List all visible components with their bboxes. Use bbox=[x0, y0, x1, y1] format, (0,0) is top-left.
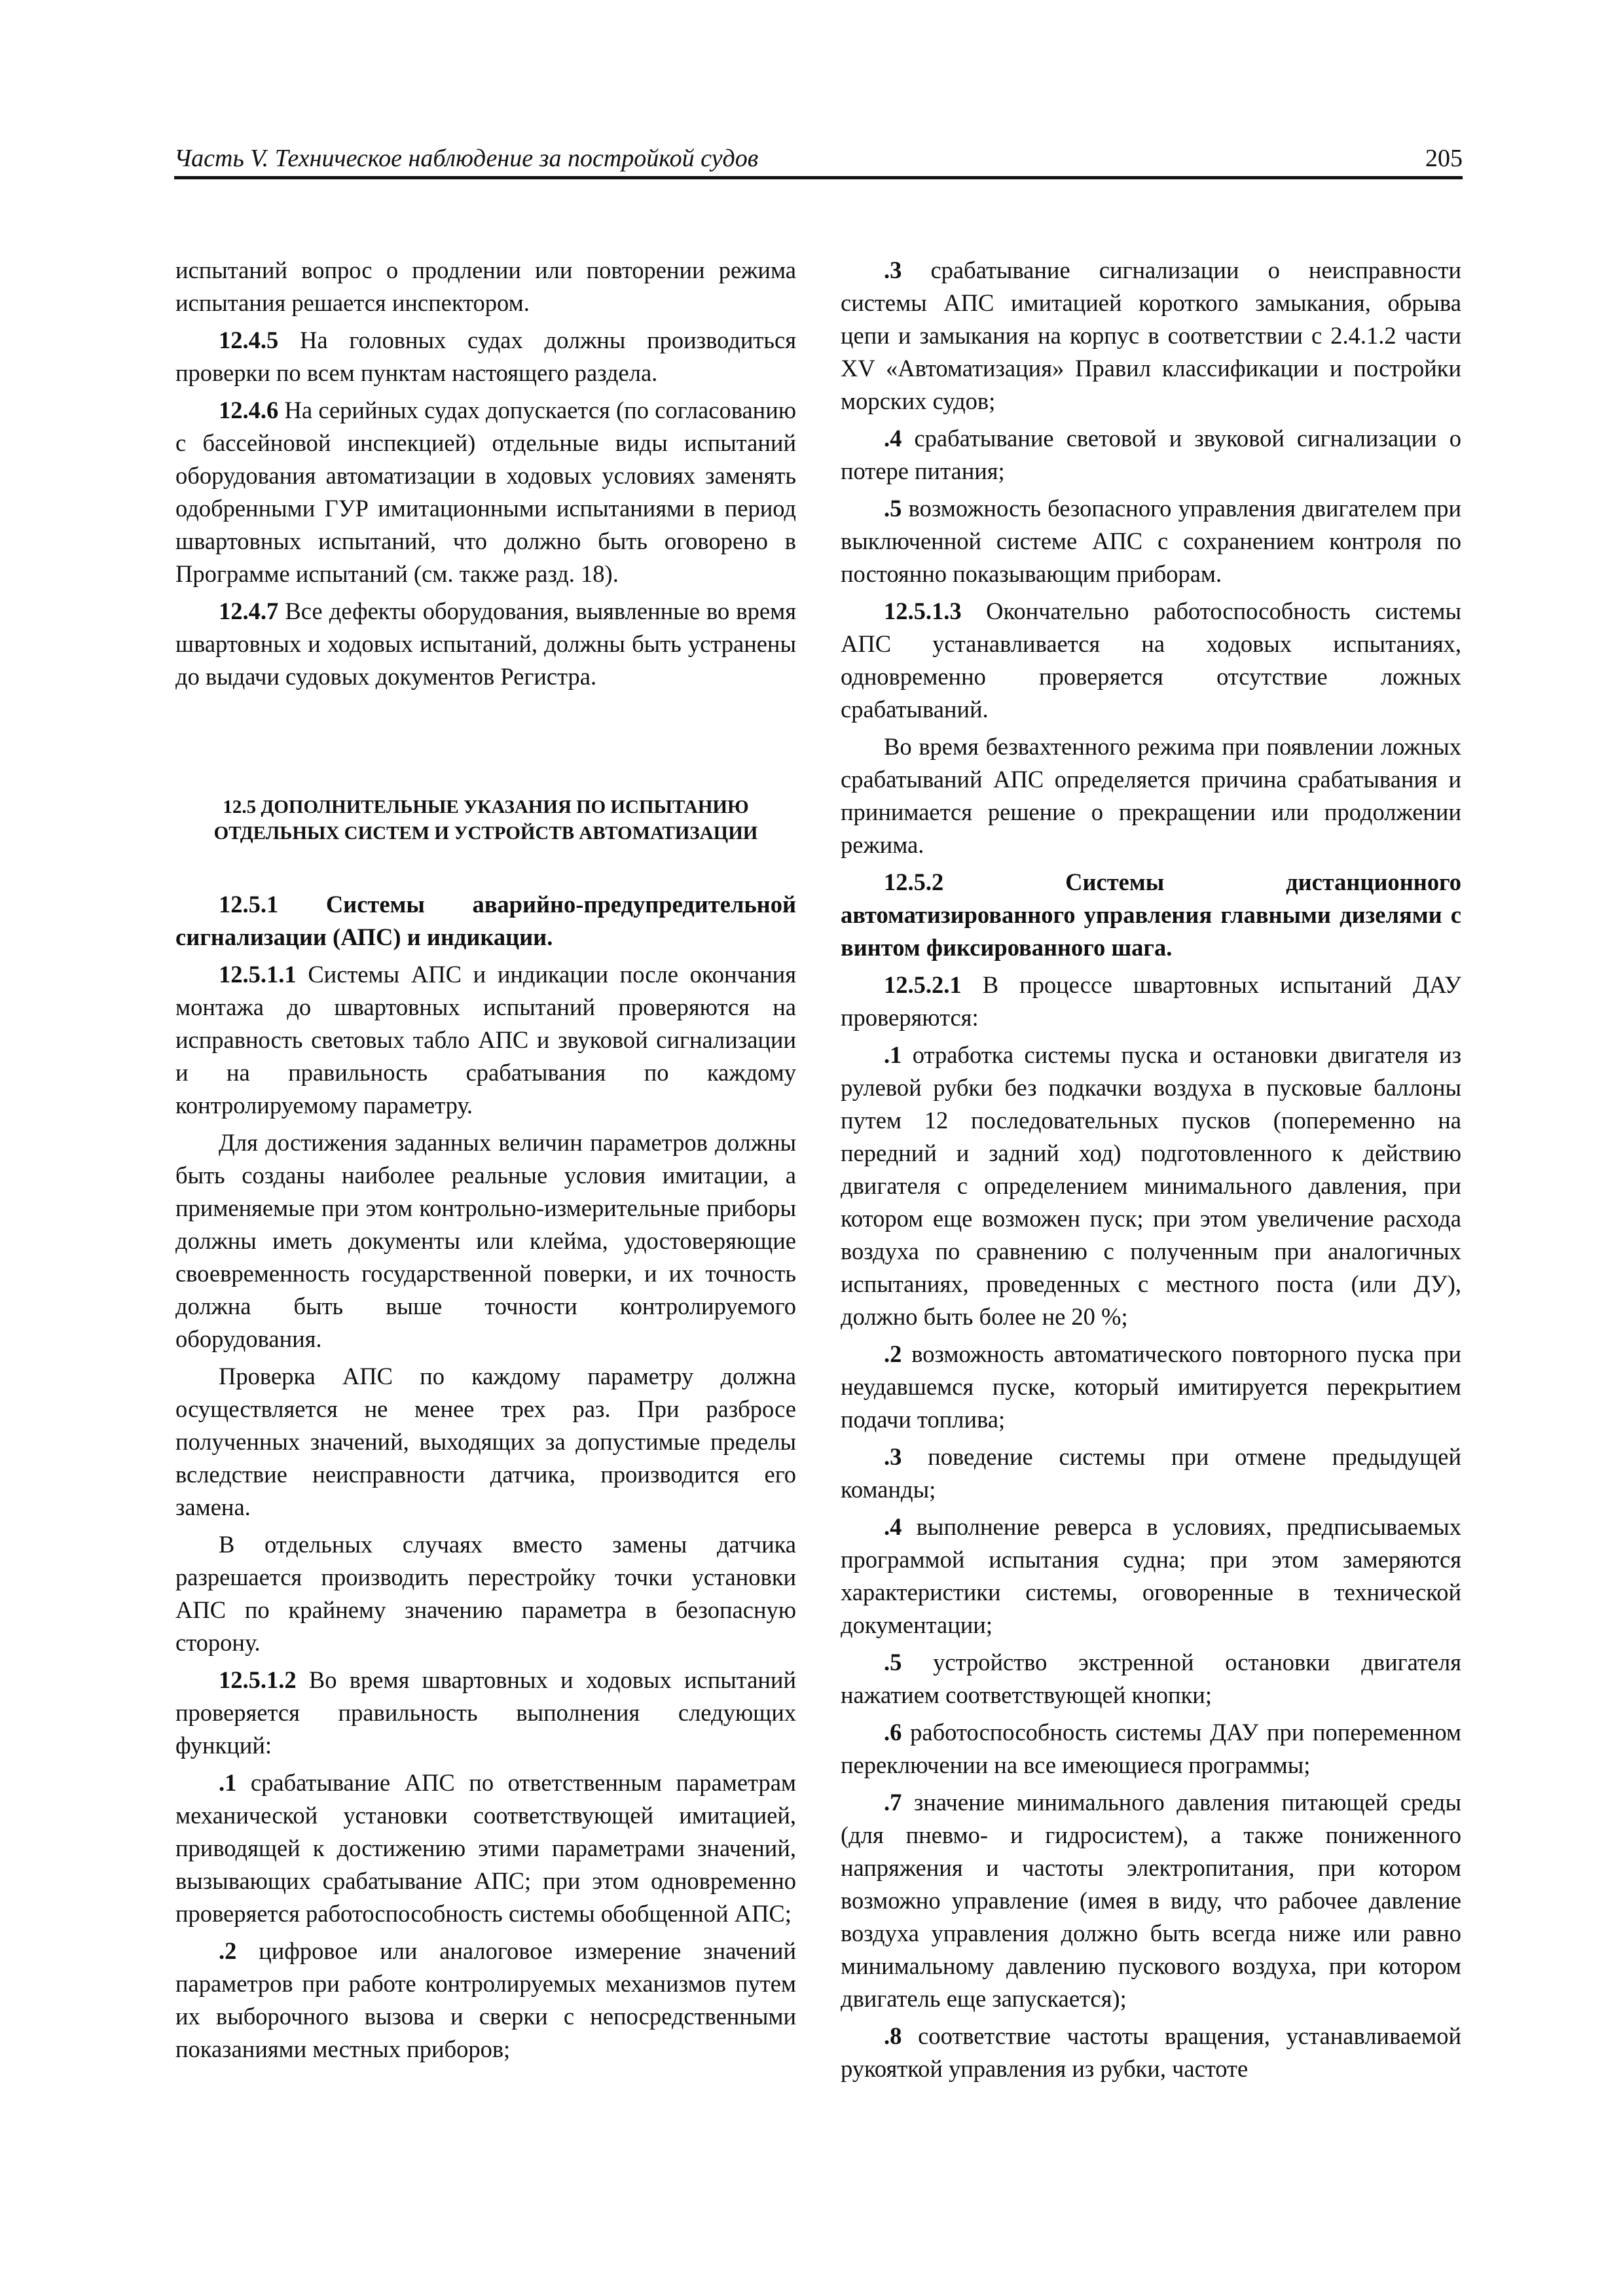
list-item-2 bbox=[175, 1935, 796, 2066]
clause-number: 12.5.2.1 bbox=[884, 971, 962, 998]
item-number: .7 bbox=[884, 1789, 902, 1816]
list-item-3 bbox=[841, 1441, 1461, 1506]
paragraph-12-4-6 bbox=[175, 394, 796, 590]
section-heading-line: ОТДЕЛЬНЫХ СИСТЕМ И УСТРОЙСТВ АВТОМАТИЗАЦИИ bbox=[213, 823, 758, 844]
paragraph-12-5-1-1 bbox=[175, 958, 796, 1122]
clause-number: 12.5.1.2 bbox=[219, 1666, 297, 1693]
list-item-3 bbox=[841, 254, 1461, 418]
item-text: поведение системы при отмене предыдущей команды; bbox=[841, 1443, 1461, 1503]
item-text: срабатывание световой и звуковой сигнализации о потере питания; bbox=[841, 425, 1461, 484]
item-text: срабатывание АПС по ответственным параметрам механической установки соответствующей имитацией, приводящей к достижению этими параметрами значений, вызывающих срабатывание АПС; при этом одновременно проверяется работоспособность системы обобщенной АПС; bbox=[175, 1769, 796, 1927]
list-item-5 bbox=[841, 1646, 1461, 1712]
item-number: .1 bbox=[884, 1041, 902, 1068]
list-item-5 bbox=[841, 492, 1461, 590]
item-text: соответствие частоты вращения, устанавливаемой рукояткой управления из рубки, частоте bbox=[841, 2022, 1461, 2082]
item-number: .6 bbox=[884, 1719, 902, 1746]
clause-text: На серийных судах допускается (по согласованию с бассейновой инспекцией) отдельные виды испытаний оборудования автоматизации в ходовых условиях заменять одобренными ГУР имитационными испытаниями в период швартовных испытаний, что должно быть оговорено в Программе испытаний (см. также разд. 18). bbox=[175, 397, 796, 587]
subsection-heading-12-5-2: 12.5.2 Системы дистанционного автоматизированного управления главными дизелями с винтом фиксированного шага. bbox=[841, 869, 1461, 961]
paragraph: испытаний вопрос о продлении или повторении режима испытания решается инспектором. bbox=[175, 257, 796, 316]
list-item-4 bbox=[841, 422, 1461, 488]
clause-text: Окончательно работоспособность системы АПС устанавливается на ходовых испытаниях, одновременно проверяется отсутствие ложных срабатываний. bbox=[841, 598, 1461, 723]
item-text: значение минимального давления питающей среды (для пневмо- и гидросистем), а также пониженного напряжения и частоты электропитания, при котором возможно управление (имея в виду, что рабочее давление воздуха управления должно быть всегда ниже или равно минимальному давлению пускового воздуха, при котором двигатель еще запускается); bbox=[841, 1789, 1461, 2012]
clause-number: 12.5.1.3 bbox=[884, 598, 962, 624]
item-number: .2 bbox=[219, 1937, 237, 1964]
list-item-8 bbox=[841, 2020, 1461, 2085]
section-heading-12-5 bbox=[175, 794, 796, 846]
item-text: цифровое или аналоговое измерение значений параметров при работе контролируемых механизмов путем их выборочного вызова и сверки с непосредственными показаниями местных приборов; bbox=[175, 1937, 796, 2062]
clause-text: В процессе швартовных испытаний ДАУ проверяются: bbox=[841, 971, 1461, 1031]
item-text: отработка системы пуска и остановки двигателя из рулевой рубки без подкачки воздуха в пусковые баллоны путем 12 последовательных пусков (попеременно на передний и задний ход) подготовленного к действию двигателя с определением минимального давления, при котором еще возможен пуск; при этом увеличение расхода воздуха по сравнению с полученным при аналогичных испытаниях, проведенных с местного поста (или ДУ), должно быть более не 20 %; bbox=[841, 1041, 1461, 1330]
item-text: срабатывание сигнализации о неисправности системы АПС имитацией короткого замыкания, обрыва цепи и замыкания на корпус в соответствии с 2.4.1.2 части XV «Автоматизация» Правил классификации и постройки морских судов; bbox=[841, 257, 1461, 414]
item-number: .4 bbox=[884, 425, 902, 452]
paragraph-12-5-1-3 bbox=[841, 595, 1461, 726]
clause-text: На головных судах должны производиться проверки по всем пунктам настоящего раздела. bbox=[175, 327, 796, 386]
item-text: возможность автоматического повторного пуска при неудавшемся пуске, который имитируется перекрытием подачи топлива; bbox=[841, 1340, 1461, 1433]
item-number: .3 bbox=[884, 257, 902, 283]
paragraph: Проверка АПС по каждому параметру должна осуществляется не менее трех раз. При разбросе полученных значений, выходящих за допустимые пределы вследствие неисправности датчика, производится его замена. bbox=[175, 1363, 796, 1520]
item-text: выполнение реверса в условиях, предписываемых программой испытания судна; при этом замеряются характеристики системы, оговоренные в технической документации; bbox=[841, 1513, 1461, 1638]
clause-text: Системы АПС и индикации после окончания монтажа до швартовных испытаний проверяются на исправность световых табло АПС и звуковой сигнализации и на правильность срабатывания по каждому контролируемому параметру. bbox=[175, 961, 796, 1119]
clause-text: Во время швартовных и ходовых испытаний проверяется правильность выполнения следующих функций: bbox=[175, 1666, 796, 1759]
right-column bbox=[841, 254, 1461, 2090]
item-number: .5 bbox=[884, 495, 902, 522]
paragraph: В отдельных случаях вместо замены датчика разрешается производить перестройку точки установки АПС по крайнему значению параметра в безопасную сторону. bbox=[175, 1531, 796, 1656]
paragraph: Для достижения заданных величин параметров должны быть созданы наиболее реальные условия имитации, а применяемые при этом контрольно-измерительные приборы должны иметь документы или клейма, удостоверяющие своевременность государственной поверки, и их точность должна быть выше точности контролируемого оборудования. bbox=[175, 1129, 796, 1352]
item-number: .2 bbox=[884, 1340, 902, 1367]
clause-number: 12.4.6 bbox=[219, 397, 279, 423]
item-text: возможность безопасного управления двигателем при выключенной системе АПС с сохранением контроля по постоянно показывающим приборам. bbox=[841, 495, 1461, 587]
item-number: .8 bbox=[884, 2022, 902, 2049]
running-title: Часть V. Техническое наблюдение за постройкой судов bbox=[174, 145, 759, 172]
section-heading-line: 12.5 ДОПОЛНИТЕЛЬНЫЕ УКАЗАНИЯ ПО ИСПЫТАНИЮ bbox=[223, 797, 749, 817]
clause-number: 12.4.5 bbox=[219, 327, 279, 353]
item-number: .1 bbox=[219, 1769, 237, 1796]
item-number: .5 bbox=[884, 1649, 902, 1676]
paragraph-12-5-1-2 bbox=[175, 1664, 796, 1762]
clause-text: Все дефекты оборудования, выявленные во время швартовных и ходовых испытаний, должны быть устранены до выдачи судовых документов Регистра. bbox=[175, 598, 796, 690]
paragraph: Во время безвахтенного режима при появлении ложных срабатываний АПС определяется причина срабатывания и принимается решение о прекращении или продолжении режима. bbox=[841, 733, 1461, 858]
item-text: работоспособность системы ДАУ при попеременном переключении на все имеющиеся программы; bbox=[841, 1719, 1461, 1778]
paragraph-12-4-7 bbox=[175, 595, 796, 693]
item-number: .4 bbox=[884, 1513, 902, 1540]
list-item-6 bbox=[841, 1716, 1461, 1782]
item-text: устройство экстренной остановки двигателя нажатием соответствующей кнопки; bbox=[841, 1649, 1461, 1708]
page-number: 205 bbox=[1425, 145, 1463, 172]
page-header bbox=[174, 143, 1463, 179]
left-column bbox=[175, 254, 796, 2070]
list-item-1 bbox=[175, 1767, 796, 1930]
list-item-2 bbox=[841, 1338, 1461, 1436]
list-item-7 bbox=[841, 1786, 1461, 2015]
list-item-4 bbox=[841, 1511, 1461, 1641]
clause-number: 12.4.7 bbox=[219, 598, 279, 624]
list-item-1 bbox=[841, 1039, 1461, 1333]
paragraph-12-4-5 bbox=[175, 324, 796, 389]
item-number: .3 bbox=[884, 1443, 902, 1470]
paragraph-12-5-2-1 bbox=[841, 969, 1461, 1034]
clause-number: 12.5.1.1 bbox=[219, 961, 297, 988]
subsection-heading-12-5-1: 12.5.1 Системы аварийно-предупредительной сигнализации (АПС) и индикации. bbox=[175, 891, 796, 950]
